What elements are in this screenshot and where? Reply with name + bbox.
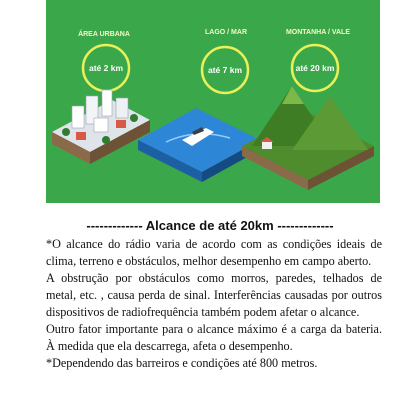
mountain-range-value: até 20 km xyxy=(295,63,335,73)
paragraph-conditions: *O alcance do rádio varia de acordo com as condições ideais de clima, terreno e obstáculos, melhor desempenho em campo aberto. xyxy=(46,237,382,268)
paragraph-barriers: *Dependendo das barreiros e condições até 800 metros. xyxy=(46,356,318,370)
range-illustration-banner xyxy=(46,0,380,203)
lake-illustration xyxy=(138,108,260,182)
range-illustration xyxy=(46,0,380,203)
lake-sea-label: LAGO / MAR xyxy=(205,29,247,36)
range-heading: ------------- Alcance de até 20km ------------- xyxy=(86,218,334,233)
urban-area-label: ÁREA URBANA xyxy=(78,31,130,38)
paragraph-obstruction: A obstrução por obstáculos como morros, paredes, telhados de metal, etc. , causa perda de sinal. Interferências causadas por outros dispositivos de radiofrequência também podem afetar o alcance. xyxy=(46,271,382,319)
lake-range-value: até 7 km xyxy=(207,65,243,75)
mountain-illustration xyxy=(242,86,374,190)
range-description xyxy=(46,236,382,372)
mountain-valley-label: MONTANHA / VALE xyxy=(285,29,351,36)
paragraph-battery: Outro fator importante para o alcance máximo é a carga da bateria. À medida que ela descarrega, afeta o desempenho. xyxy=(46,322,382,353)
city-block-illustration xyxy=(52,90,150,164)
urban-range-value: até 2 km xyxy=(88,63,124,73)
